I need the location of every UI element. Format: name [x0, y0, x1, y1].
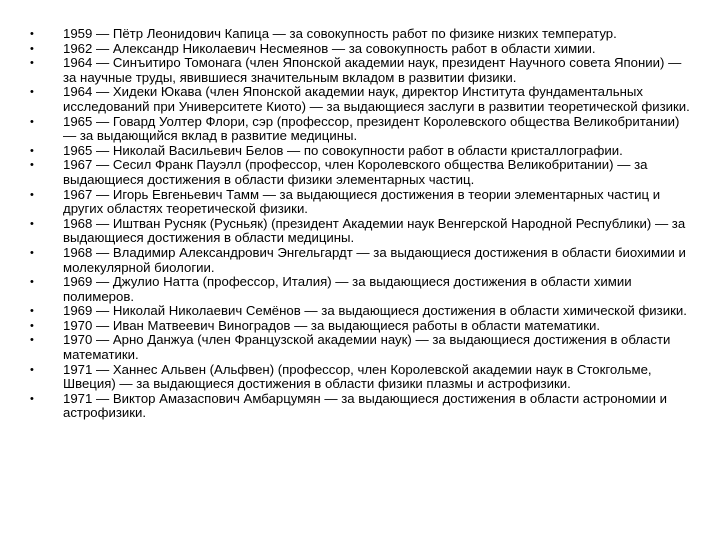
laureate-list-item: [30, 42, 690, 57]
laureate-text: 1959 — Пётр Леонидович Капица — за совокупность работ по физике низких температур.: [63, 26, 617, 41]
bullet-icon: •: [30, 188, 34, 201]
laureate-text: 1962 — Александр Николаевич Несмеянов — за совокупность работ в области химии.: [63, 40, 596, 56]
bullet-icon: •: [30, 319, 34, 332]
laureate-text: 1971 — Виктор Амазаспович Амбарцумян — за выдающиеся достижения в области астрономии и астрофизики.: [63, 390, 667, 421]
bullet-icon: •: [30, 392, 34, 405]
laureate-text: 1968 — Иштван Русняк (Русньяк) (президент Академии наук Венгерской Народной Республики) — за выдающиеся достижения в области медицины.: [63, 215, 686, 246]
laureate-text: 1965 — Говард Уолтер Флори, сэр (профессор, президент Королевского общества Великобритании) — за выдающийся вклад в развитие медицины.: [63, 113, 680, 144]
laureate-text: 1969 — Николай Николаевич Семёнов — за выдающиеся достижения в области химической физики.: [63, 303, 687, 319]
laureate-list-item: [30, 246, 690, 275]
laureate-list: [30, 27, 690, 421]
laureate-text: 1967 — Сесил Франк Пауэлл (профессор, член Королевского общества Великобритании) — за выдающиеся достижения в области физики элементарных частиц.: [63, 157, 648, 187]
laureate-list-item: [30, 333, 690, 362]
bullet-icon: •: [30, 246, 34, 259]
laureate-text: 1970 — Иван Матвеевич Виноградов — за выдающиеся работы в области математики.: [63, 317, 601, 333]
bullet-icon: •: [30, 57, 34, 70]
laureate-text: 1969 — Джулио Натта (профессор, Италия) — за выдающиеся достижения в области химии полимеров.: [63, 274, 632, 304]
bullet-icon: •: [30, 42, 34, 55]
bullet-icon: •: [30, 86, 34, 99]
laureate-text: 1968 — Владимир Александрович Энгельгардт — за выдающиеся достижения в области биохимии и молекулярной биологии.: [63, 244, 686, 275]
laureate-text: 1970 — Арно Данжуа (член Французской академии наук) — за выдающиеся достижения в области математики.: [63, 332, 671, 363]
laureate-text: 1964 — Синъитиро Томонага (член Японской академии наук, президент Научного совета Японии) — за научные труды, явившиеся значительным вкладом в развитии физики.: [63, 55, 682, 85]
laureate-list-item: [30, 188, 690, 217]
bullet-icon: •: [30, 144, 34, 157]
laureate-list-item: [30, 85, 690, 114]
bullet-icon: •: [30, 217, 34, 230]
laureate-list-item: [30, 158, 690, 187]
laureate-list-item: [30, 319, 690, 334]
laureate-list-item: [30, 392, 690, 421]
bullet-icon: •: [30, 28, 34, 40]
laureate-list-item: [30, 304, 690, 319]
bullet-icon: •: [30, 305, 34, 318]
laureate-list-item: [30, 115, 690, 144]
laureate-list-item: [30, 363, 690, 392]
bullet-icon: •: [30, 159, 34, 172]
laureate-text: 1964 — Хидеки Юкава (член Японской академии наук, директор Института фундаментальных исследований при Университете Киото) — за выдающиеся заслуги в развитии теоретической физики.: [63, 84, 690, 114]
laureate-list-item: [30, 27, 690, 42]
laureate-list-item: [30, 217, 690, 246]
bullet-icon: •: [30, 276, 34, 289]
laureate-list-item: [30, 275, 690, 304]
laureate-list-item: [30, 144, 690, 159]
bullet-icon: •: [30, 115, 34, 128]
bullet-icon: •: [30, 363, 34, 376]
laureate-text: 1967 — Игорь Евгеньевич Тамм — за выдающиеся достижения в теории элементарных частиц и других областях теоретической физики.: [63, 186, 661, 217]
laureate-text: 1971 — Ханнес Альвен (Альфвен) (профессор, член Королевской академии наук в Стокгольме, Швеция) — за выдающиеся достижения в области физики плазмы и астрофизики.: [63, 361, 652, 392]
bullet-icon: •: [30, 334, 34, 347]
laureate-list-item: [30, 56, 690, 85]
laureate-text: 1965 — Николай Васильевич Белов — по совокупности работ в области кристаллографии.: [63, 142, 623, 158]
